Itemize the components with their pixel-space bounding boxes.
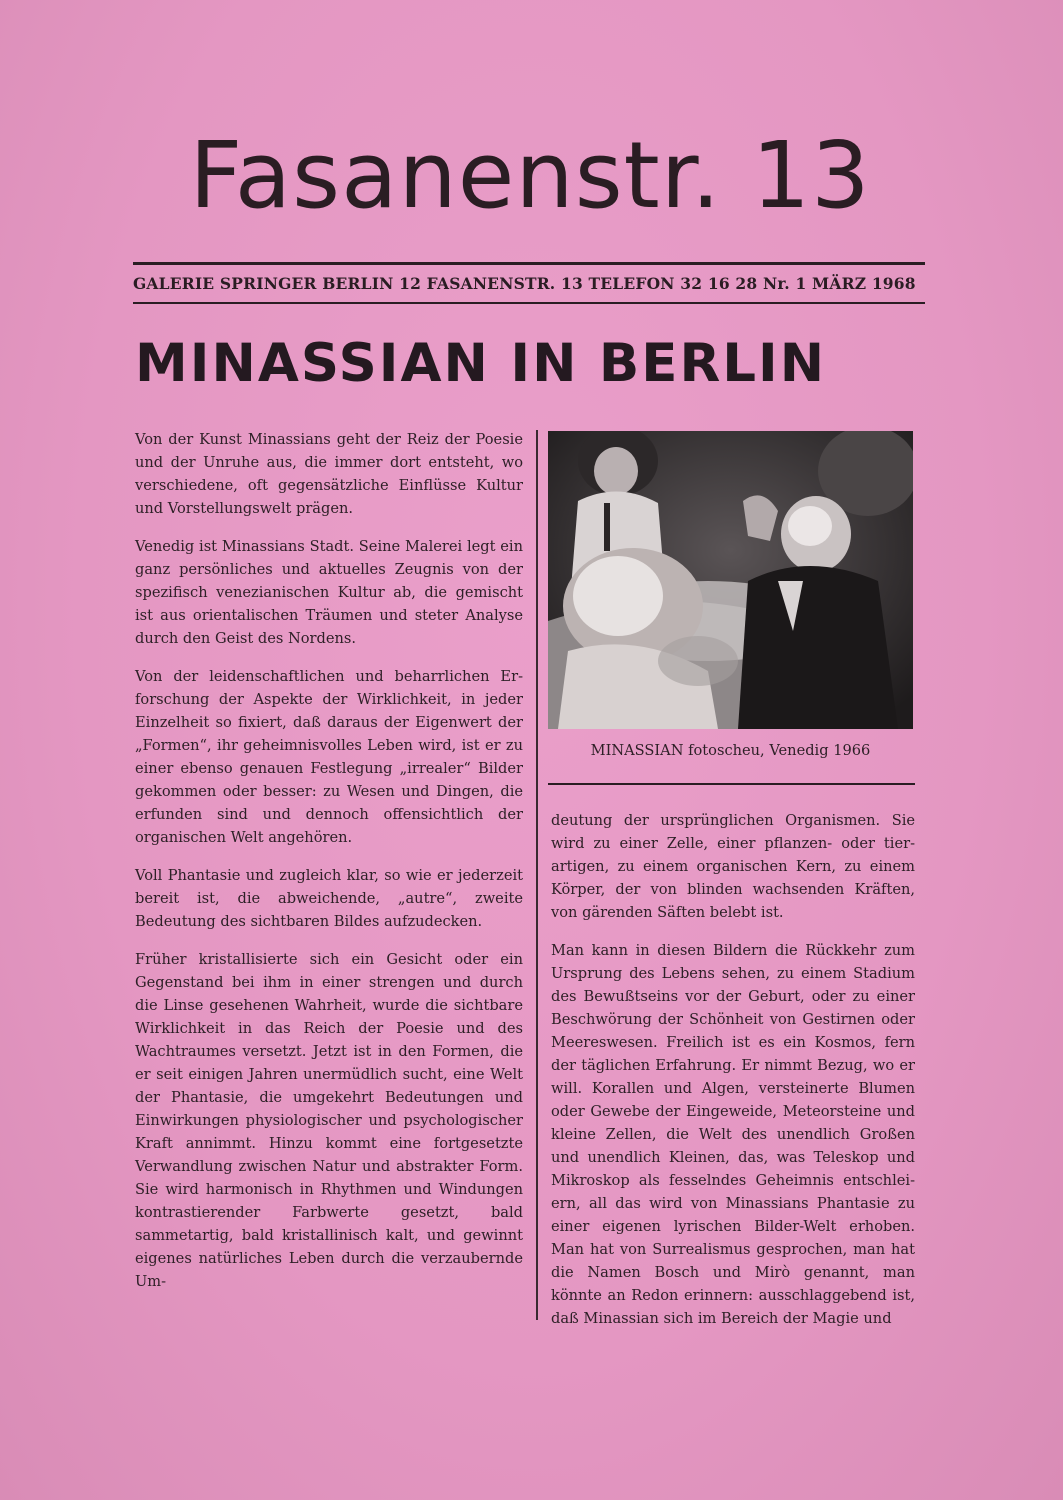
left-paragraph: Früher kristallisierte sich ein Gesicht oder ein Gegenstand bei ihm in einer strengen und durch die Linse gesehenen Wahrheit, wurde die sichtbare Wirklichkeit in das Reich der Poesie und des Wachtraumes versetzt. Jetzt ist in den Formen, die er seit einigen Jahren unermüdlich sucht, eine Welt der Phantasie, die umgekehrt Bedeutungen und Einwirkungen physiologischer und psychologischer Kraft annimmt. Hinzu kommt eine fortgesetzte Verwandlung zwischen Natur und abstrakter Form. Sie wird harmonisch in Rhythmen und Windungen kontrastierender Farbwerte gesetzt, bald sammetartig, bald kristallinisch kalt, und gewinnt eigenes natürliches Leben durch die verzaubernde Um-	[135, 951, 523, 1290]
masthead-bottom-rule	[133, 302, 925, 304]
left-paragraph: Venedig ist Minassians Stadt. Seine Malerei legt ein ganz persönliches und aktuelles Zeugnis von der spezifisch venezianischen Kultur ab, die gemischt ist aus orientalischen Träumen und steter Analyse durch den Geist des Nordens.	[135, 538, 523, 647]
artist-photo	[548, 431, 913, 729]
article-headline: MINASSIAN IN BERLIN	[135, 333, 827, 394]
left-paragraph: Voll Phantasie und zugleich klar, so wie er jederzeit bereit ist, die abweichende, „autre“, zweite Bedeutung des sichtbaren Bildes aufzudecken.	[135, 867, 523, 930]
left-paragraph: Von der leidenschaftlichen und beharrlichen Erforschung der Aspekte der Wirklichkeit, in jeder Einzelheit so fixiert, daß daraus der Eigenwert der „Formen“, ihr geheimnisvolles Leben wird, ist er zu einer ebenso genauen Festlegung „irrealer“ Bilder gekommen oder besser: zu Wesen und Dingen, die erfunden sind und dennoch offensichtlich der organischen Welt angehören.	[135, 668, 523, 846]
masthead-title: Fasanenstr. 13	[189, 122, 871, 229]
right-paragraph: deutung der ursprünglichen Organismen. Sie wird zu einer Zelle, einer pflanzen- oder tierartigen, zu einem organischen Kern, zu einem Körper, der von blinden wachsenden Kräften, von gärenden Säften belebt ist.	[551, 812, 915, 921]
photo-caption: MINASSIAN fotoscheu, Venedig 1966	[590, 742, 871, 759]
column-divider	[536, 430, 538, 1320]
left-paragraph: Von der Kunst Minassians geht der Reiz der Poesie und der Unruhe aus, die immer dort entsteht, wo verschiedene, oft gegensätzliche Einflüsse Kultur und Vorstellungswelt prägen.	[135, 431, 523, 517]
masthead-top-rule	[133, 262, 925, 265]
right-paragraph: Man kann in diesen Bildern die Rückkehr zum Ursprung des Lebens sehen, zu einem Stadium des Bewußtseins vor der Geburt, oder zu einer Beschwörung der Schönheit von Gestirnen oder Meereswesen. Freilich ist es ein Kosmos, fern der täglichen Erfahrung. Er nimmt Bezug, wo er will. Korallen und Algen, versteinerte Blumen oder Gewebe der Eingeweide, Meteorsteine und kleine Zellen, die Welt des unendlich Großen und unendlich Kleinen, das, was Teleskop und Mikroskop als fesselndes Geheimnis entschleiern, all das wird von Minassians Phantasie zu einer eigenen lyrischen Bilder-Welt erhoben. Man hat von Surrealismus gesprochen, man hat die Namen Bosch und Mirò genannt, man könnte an Redon erinnern: ausschlaggebend ist, daß Minassian sich im Bereich der Magie und	[551, 942, 915, 1327]
masthead-subline: GALERIE SPRINGER BERLIN 12 FASANENSTR. 13 TELEFON 32 16 28 Nr. 1 MÄRZ 1968	[133, 274, 916, 293]
caption-rule	[548, 783, 915, 785]
left-column	[135, 428, 523, 1308]
right-column	[551, 809, 915, 1345]
photo-image	[548, 431, 913, 729]
